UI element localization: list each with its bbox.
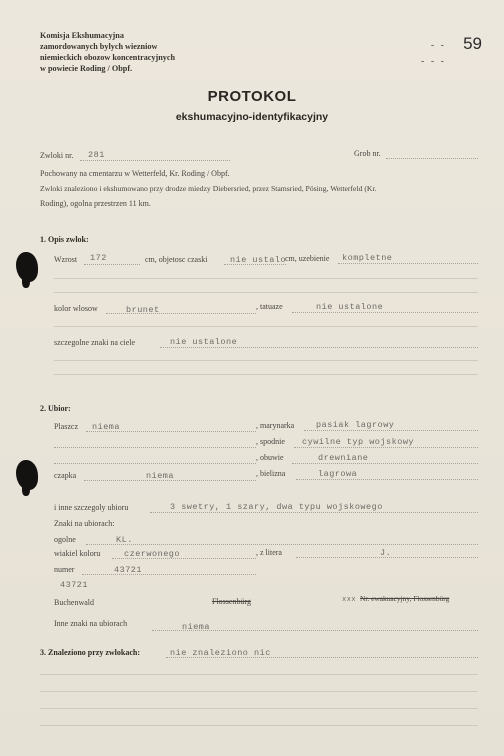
punch-hole-mark	[16, 460, 38, 490]
litera-label: , z litera	[256, 548, 282, 557]
ogolne-value: KL.	[116, 535, 133, 545]
kolor-label: kolor wlosow	[54, 304, 98, 313]
page-number: 59	[463, 34, 482, 53]
field-line	[304, 430, 478, 431]
blank-line	[40, 674, 478, 675]
blank-line	[40, 725, 478, 726]
field-line	[106, 313, 256, 314]
org-line: w powiecie Roding / Obpf.	[40, 64, 133, 73]
spodnie-label: , spodnie	[256, 437, 285, 446]
grob-label: Grob nr.	[354, 149, 381, 158]
obuwie-label: , obuwie	[256, 453, 284, 462]
bielizna-label: , bielizna	[256, 469, 286, 478]
burial-line: Pochowany na cmentarzu w Wetterfeld, Kr. Roding / Obpf.	[40, 169, 230, 178]
tatuaze-value: nie ustalone	[316, 302, 384, 312]
field-line	[84, 264, 140, 265]
plaszcz-label: Plaszcz	[54, 422, 78, 431]
plaszcz-value: niema	[92, 422, 121, 432]
field-line	[224, 264, 286, 265]
section3-heading: 3. Znaleziono przy zwlokach:	[40, 648, 140, 657]
wiakiel-label: wiakiel koloru	[54, 549, 101, 558]
field-line	[150, 512, 478, 513]
blank-line	[54, 292, 478, 293]
inne-label: i inne szczegoly ubioru	[54, 503, 129, 512]
field-line	[152, 630, 478, 631]
buchenwald-label: Buchenwald	[54, 598, 94, 607]
blank-line	[54, 326, 478, 327]
page-subtitle: ekshumacyjno-identyfikacyjny	[175, 111, 329, 123]
corner-mark: - - -	[421, 56, 446, 67]
field-line	[54, 447, 256, 448]
field-line	[86, 544, 478, 545]
wzrost-value: 172	[90, 253, 107, 263]
wiakiel-value: czerwonego	[124, 549, 181, 559]
marynarka-label: , marynarka	[256, 421, 295, 430]
kolor-value: brunet	[126, 305, 160, 315]
inne-value: 3 swetry, 1 szary, dwa typu wojskowego	[170, 502, 383, 512]
numer-stamp: 43721	[60, 580, 89, 590]
org-line: niemieckich obozow koncentracyjnych	[40, 53, 176, 62]
cm-label: cm, objetosc czaski	[145, 255, 208, 264]
section1-heading: 1. Opis zwlok:	[40, 235, 89, 244]
znaki-label: szczegolne znaki na ciele	[54, 338, 136, 347]
section2-heading: 2. Ubior:	[40, 404, 71, 413]
blank-line	[40, 708, 478, 709]
field-line	[338, 263, 478, 264]
znaki-ubior-heading: Znaki na ubiorach:	[54, 519, 115, 528]
zwloki-label: Zwloki nr.	[40, 151, 74, 160]
field-line	[112, 558, 256, 559]
flossenburg-label: Flossenbürg	[212, 597, 251, 606]
blank-line	[54, 278, 478, 279]
uzebienie-label: cm, uzebienie	[285, 254, 330, 263]
ewak-label: Nr. ewakuacyjny, Flossenbürg	[360, 594, 450, 603]
field-line	[386, 158, 478, 159]
field-line	[82, 574, 256, 575]
bielizna-value: lagrowa	[318, 469, 358, 479]
org-line: Komisja Ekshumacyjna	[40, 31, 124, 40]
field-line	[160, 347, 478, 348]
ewak-prefix: xxx	[342, 596, 357, 604]
obuwie-value: drewniane	[318, 453, 369, 463]
zwloki-value: 281	[88, 150, 105, 160]
field-line	[292, 312, 478, 313]
uzebienie-value: kompletne	[342, 253, 393, 263]
znaki-value: nie ustalone	[170, 337, 238, 347]
ogolne-label: ogolne	[54, 535, 76, 544]
commission-header	[40, 30, 175, 74]
inne-znaki-label: Inne znaki na ubiorach	[54, 619, 128, 628]
field-line	[296, 479, 478, 480]
numer-value: 43721	[114, 565, 143, 575]
blank-line	[40, 691, 478, 692]
inne-znaki-value: niema	[182, 622, 211, 632]
czapka-value: niema	[146, 471, 175, 481]
wzrost-label: Wzrost	[54, 255, 78, 264]
page-title: PROTOKOL	[207, 88, 297, 105]
tatuaze-label: , tatuaze	[256, 302, 283, 311]
field-line	[294, 447, 478, 448]
blank-line	[54, 374, 478, 375]
found-line: Zwloki znaleziono i ekshumowano przy drodze miedzy Diebersried, przez Stamsried, Pösing, Wetterfeld (Kr.	[40, 184, 377, 193]
section3-value: nie znaleziono nic	[170, 648, 271, 658]
czaski-value: nie ustalo	[230, 255, 287, 265]
marynarka-value: pasiak lagrowy	[316, 420, 395, 430]
field-line	[80, 160, 230, 161]
czapka-label: czapka	[54, 471, 77, 480]
corner-mark: - -	[430, 40, 446, 51]
field-line	[296, 557, 478, 558]
field-line	[166, 657, 478, 658]
spodnie-value: cywilne typ wojskowy	[302, 437, 415, 447]
field-line	[292, 463, 478, 464]
blank-line	[54, 360, 478, 361]
field-line	[54, 463, 256, 464]
numer-label: numer	[54, 565, 75, 574]
found-line-cont: Roding), ogolna przestrzen 11 km.	[40, 199, 151, 208]
litera-value: J.	[380, 548, 392, 558]
org-line: zamordowanych bylych wiezniow	[40, 42, 158, 51]
punch-hole-mark	[16, 252, 38, 282]
field-line	[86, 431, 256, 432]
field-line	[84, 480, 256, 481]
